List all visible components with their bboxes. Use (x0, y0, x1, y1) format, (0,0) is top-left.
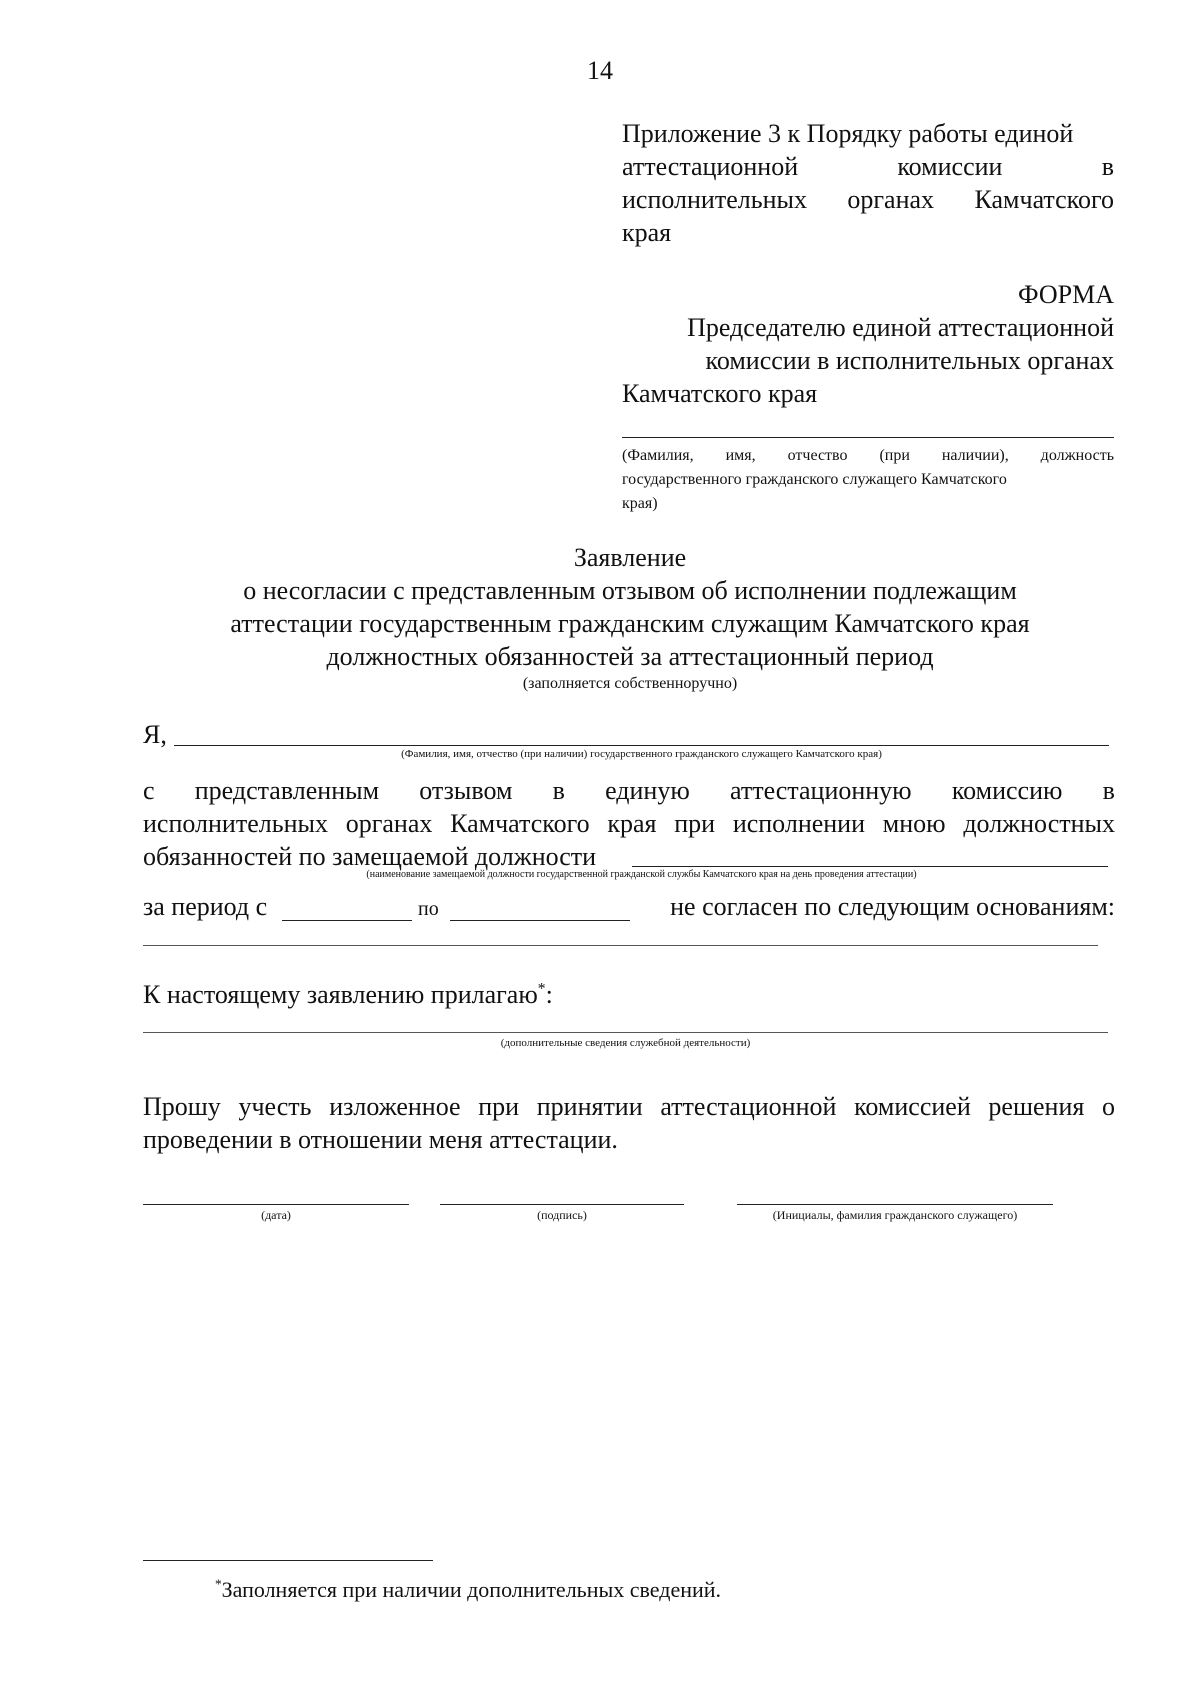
word: в (1102, 776, 1115, 805)
initials-caption: (Инициалы, фамилия гражданского служащего) (772, 1208, 1018, 1222)
title-line-3: должностных обязанностей за аттестационный период (326, 642, 934, 671)
footnote-separator (143, 1560, 433, 1561)
title-line-2: аттестации государственным гражданским служащим Камчатского края (230, 609, 1030, 638)
appendix-line-4: края (622, 218, 672, 247)
request-line-2: проведении в отношении меня аттестации. (143, 1125, 618, 1154)
paragraph-line-1 (143, 774, 1115, 807)
attachment-caption: (дополнительные сведения служебной деятельности) (500, 1037, 751, 1049)
form-label: ФОРМА (1018, 280, 1114, 309)
attachment-label (143, 978, 553, 1011)
period-to-field[interactable] (450, 920, 630, 921)
word: отзывом (419, 776, 513, 805)
date-caption: (дата) (261, 1208, 291, 1222)
paragraph-line-3: обязанностей по замещаемой должности (143, 842, 597, 871)
position-field[interactable] (632, 866, 1108, 867)
word: в (552, 776, 565, 805)
date-field[interactable] (143, 1204, 409, 1205)
appendix-line-3 (622, 183, 1114, 216)
word: с (143, 776, 155, 805)
period-tail: не согласен по следующим основаниям: (670, 892, 1115, 921)
word: аттестационной (622, 152, 799, 181)
word: в (1101, 152, 1114, 181)
colon: : (545, 980, 553, 1009)
document-title: Заявление (573, 543, 687, 572)
i-prefix: Я, (143, 720, 167, 749)
title-note: (заполняется собственноручно) (522, 675, 738, 692)
attachment-text: К настоящему заявлению прилагаю (143, 980, 538, 1009)
word: представленным (194, 776, 380, 805)
initials-field[interactable] (737, 1204, 1053, 1205)
footnote-text: Заполняется при наличии дополнительных сведений. (221, 1577, 722, 1602)
footnote-ref: * (537, 980, 546, 998)
signature-caption: (подпись) (537, 1208, 587, 1222)
sender-caption-line-1: (Фамилия, имя, отчество (при наличии), должность (622, 447, 1114, 464)
reasons-field[interactable] (143, 945, 1098, 946)
word: органах (847, 185, 935, 214)
period-from-label: за период с (143, 892, 268, 921)
page-number: 14 (587, 56, 613, 85)
sender-underline[interactable] (622, 437, 1114, 438)
footnote-mark: * (215, 1576, 222, 1592)
title-line-1: о несогласии с представленным отзывом об исполнении подлежащим (243, 576, 1017, 605)
period-to-label: по (418, 898, 439, 920)
period-from-field[interactable] (282, 920, 412, 921)
addressee-line-1: Председателю единой аттестационной (687, 313, 1114, 342)
sender-caption-line-2: государственного гражданского служащего Камчатского (622, 471, 1007, 488)
addressee-line-3: Камчатского края (622, 379, 818, 408)
addressee-line-2: комиссии в исполнительных органах (705, 346, 1114, 375)
word: исполнительных (622, 185, 807, 214)
word: комиссии (897, 152, 1003, 181)
request-line-1: Прошу учесть изложенное при принятии аттестационной комиссией решения о (143, 1092, 1115, 1121)
appendix-line-2 (622, 150, 1114, 183)
signature-field[interactable] (440, 1204, 684, 1205)
name-caption: (Фамилия, имя, отчество (при наличии) государственного гражданского служащего Камчатского края) (401, 748, 882, 760)
full-name-field[interactable] (174, 745, 1109, 746)
word: единую (605, 776, 690, 805)
word: аттестационную (729, 776, 912, 805)
position-caption: (наименование замещаемой должности государственной гражданской службы Камчатского края на день проведения аттестации) (366, 869, 917, 880)
paragraph-line-2: исполнительных органах Камчатского края при исполнении мною должностных (143, 809, 1115, 838)
appendix-line-1: Приложение 3 к Порядку работы единой (622, 119, 1074, 148)
sender-caption-line-3: края) (622, 495, 658, 512)
footnote (215, 1576, 721, 1604)
word: комиссию (951, 776, 1063, 805)
word: Камчатского (974, 185, 1114, 214)
attachment-field[interactable] (143, 1032, 1108, 1033)
